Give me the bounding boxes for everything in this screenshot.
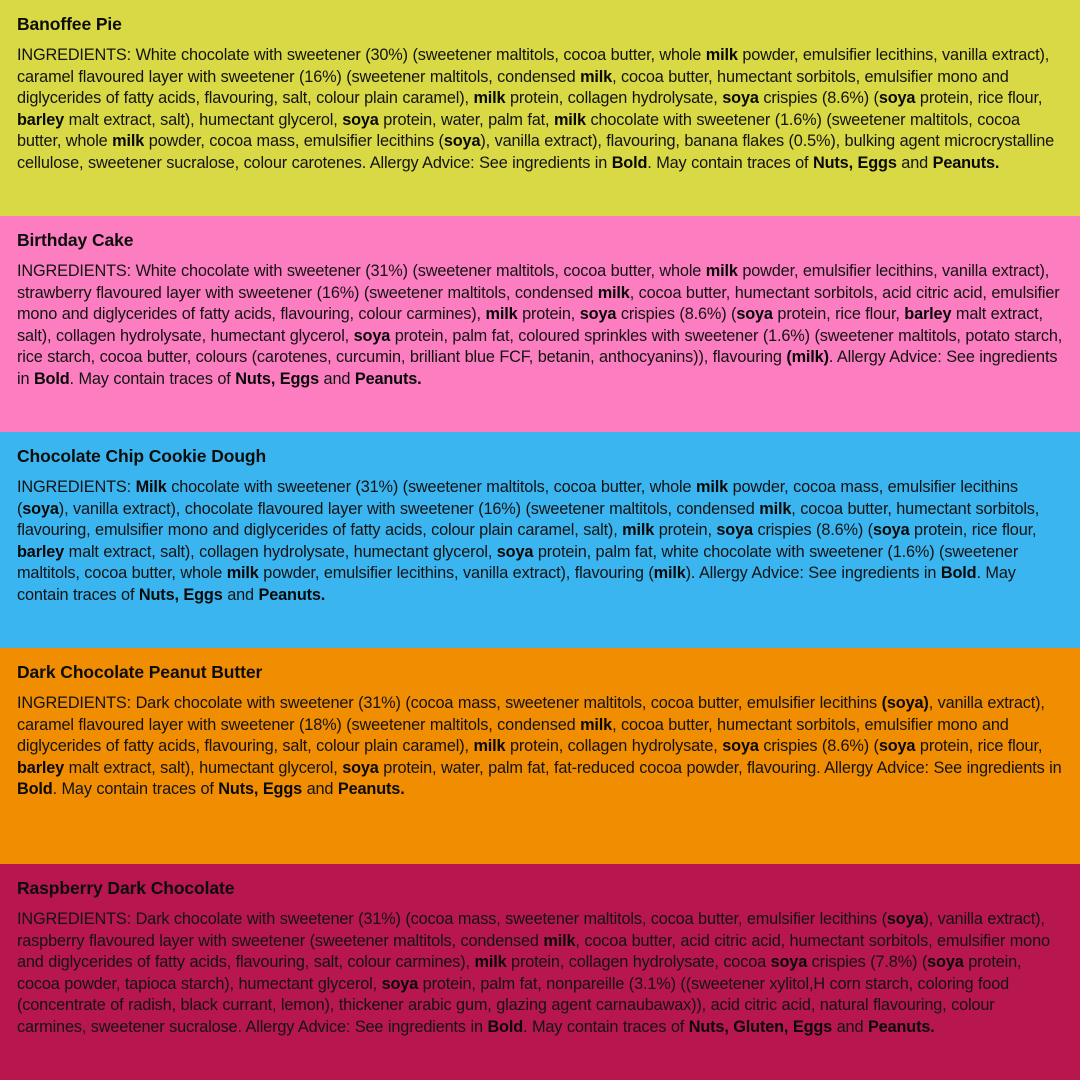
ingredients-text: INGREDIENTS: White chocolate with sweetener (31%) (sweetener maltitols, cocoa butter, whole milk powder, emulsifier lecithins, vanilla extract), strawberry flavoured layer with sweetener (16%) (sweetener maltitols, condensed milk, cocoa butter, humectant sorbitols, acid citric acid, emulsifier mono and diglycerides of fatty acids, flavouring, colour carmines), milk protein, soya crispies (8.6%) (soya protein, rice flour, barley malt extract, salt), collagen hydrolysate, humectant glycerol, soya protein, palm fat, coloured sprinkles with sweetener (1.6%) (sweetener maltitols, potato starch, rice starch, cocoa butter, colours (carotenes, curcumin, brilliant blue FCF, betanin, anthocyanins)), flavouring (milk). Allergy Advice: See ingredients in Bold. May contain traces of Nuts, Eggs and Peanuts. — [17, 262, 1063, 388]
flavor-title: Raspberry Dark Chocolate — [17, 878, 235, 898]
ingredients-text: INGREDIENTS: Milk chocolate with sweetener (31%) (sweetener maltitols, cocoa butter, whole milk powder, cocoa mass, emulsifier lecithins (soya), vanilla extract), chocolate flavoured layer with sweetener (16%) (sweetener maltitols, condensed milk, cocoa butter, humectant sorbitols, flavouring, emulsifier mono and diglycerides of fatty acids, colour plain caramel, salt), milk protein, soya crispies (8.6%) (soya protein, rice flour, barley malt extract, salt), collagen hydrolysate, humectant glycerol, soya protein, palm fat, white chocolate with sweetener (1.6%) (sweetener maltitols, cocoa butter, whole milk powder, emulsifier lecithins, vanilla extract), flavouring (milk). Allergy Advice: See ingredients in Bold. May contain traces of Nuts, Eggs and Peanuts. — [17, 478, 1040, 604]
flavor-section-chocolate-chip-cookie-dough — [0, 432, 1080, 648]
flavor-section-dark-chocolate-peanut-butter — [0, 648, 1080, 864]
flavor-section-birthday-cake — [0, 216, 1080, 432]
ingredients-text: INGREDIENTS: Dark chocolate with sweetener (31%) (cocoa mass, sweetener maltitols, cocoa butter, emulsifier lecithins (soya), vanilla extract), caramel flavoured layer with sweetener (18%) (sweetener maltitols, condensed milk, cocoa butter, humectant sorbitols, emulsifier mono and diglycerides of fatty acids, flavouring, salt, colour plain caramel), milk protein, collagen hydrolysate, soya crispies (8.6%) (soya protein, rice flour, barley malt extract, salt), humectant glycerol, soya protein, water, palm fat, fat-reduced cocoa powder, flavouring. Allergy Advice: See ingredients in Bold. May contain traces of Nuts, Eggs and Peanuts. — [17, 694, 1062, 798]
ingredients-text: INGREDIENTS: Dark chocolate with sweetener (31%) (cocoa mass, sweetener maltitols, cocoa butter, emulsifier lecithins (soya), vanilla extract), raspberry flavoured layer with sweetener (sweetener maltitols, condensed milk, cocoa butter, acid citric acid, humectant sorbitols, emulsifier mono and diglycerides of fatty acids, flavouring, salt, colour carmines), milk protein, collagen hydrolysate, cocoa soya crispies (7.8%) (soya protein, cocoa powder, tapioca starch), humectant glycerol, soya protein, palm fat, nonpareille (3.1%) ((sweetener xylitol,H corn starch, coloring food (concentrate of radish, black currant, lemon), thickener arabic gum, glazing agent carnaubawax)), acid citric acid, natural flavouring, colour carmines, sweetener sucralose. Allergy Advice: See ingredients in Bold. May contain traces of Nuts, Gluten, Eggs and Peanuts. — [17, 910, 1050, 1036]
flavor-section-raspberry-dark-chocolate — [0, 864, 1080, 1080]
flavor-section-banoffee-pie — [0, 0, 1080, 216]
flavor-title: Chocolate Chip Cookie Dough — [17, 446, 267, 466]
flavor-title: Dark Chocolate Peanut Butter — [17, 662, 263, 682]
flavor-title: Banoffee Pie — [17, 14, 122, 34]
ingredients-text: INGREDIENTS: White chocolate with sweetener (30%) (sweetener maltitols, cocoa butter, whole milk powder, emulsifier lecithins, vanilla extract), caramel flavoured layer with sweetener (16%) (sweetener maltitols, condensed milk, cocoa butter, humectant sorbitols, emulsifier mono and diglycerides of fatty acids, flavouring, salt, colour plain caramel), milk protein, collagen hydrolysate, soya crispies (8.6%) (soya protein, rice flour, barley malt extract, salt), humectant glycerol, soya protein, water, palm fat, milk chocolate with sweetener (1.6%) (sweetener maltitols, cocoa butter, whole milk powder, cocoa mass, emulsifier lecithins (soya), vanilla extract), flavouring, banana flakes (0.5%), bulking agent microcrystalline cellulose, sweetener sucralose, colour carotenes. Allergy Advice: See ingredients in Bold. May contain traces of Nuts, Eggs and Peanuts. — [17, 46, 1055, 172]
flavor-title: Birthday Cake — [17, 230, 134, 250]
